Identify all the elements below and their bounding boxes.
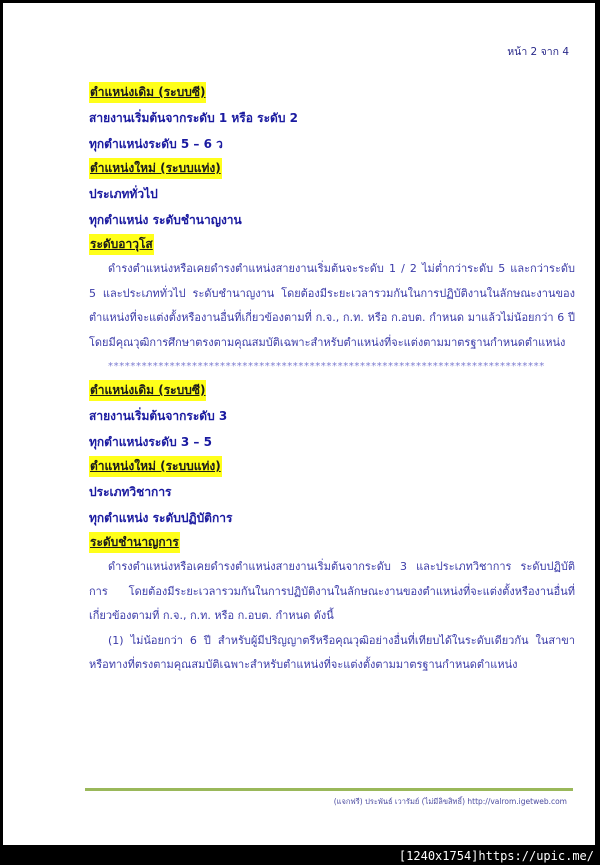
section-separator: ****************************************************************************** — [108, 361, 545, 372]
old-position-line: สายงานเริ่มต้นจากระดับ 1 หรือ ระดับ 2 — [89, 111, 298, 125]
requirement-item: (1) ไม่น้อยกว่า 6 ปี สำหรับผู้มีปริญญาตรีหรือคุณวุฒิอย่างอื่นที่เทียบได้ในระดับเดียวกัน ในสาขาหรือทางที่ตรงตามคุณสมบัติเฉพาะสำหรับตำแหน่งที่จะแต่งตั้งตามมาตรฐานกำหนดตำแหน่ง — [89, 633, 575, 671]
old-position-heading: ตำแหน่งเดิม (ระบบซี) — [89, 82, 206, 103]
old-position-heading: ตำแหน่งเดิม (ระบบซี) — [89, 380, 206, 401]
old-position-line: ทุกตำแหน่งระดับ 3 – 5 — [89, 435, 212, 449]
new-position-line: ประเภทวิชาการ — [89, 485, 172, 499]
requirement-paragraph: ดำรงตำแหน่งหรือเคยดำรงตำแหน่งสายงานเริ่มต้นจะระดับ 1 / 2 ไม่ต่ำกว่าระดับ 5 และกว่าระดับ 5 และประเภททั่วไป ระดับชำนาญงาน โดยต้องมีระยะเวลารวมกันในการปฏิบัติงานในลักษณะงานของตำแหน่งที่จะแต่งตั้งหรืองานอื่นที่เกี่ยวข้องตามที่ ก.จ., ก.ท. หรือ ก.อบต. กำหนด มาแล้วไม่น้อยกว่า 6 ปี โดยมีคุณวุฒิการศึกษาตรงตามคุณสมบัติเฉพาะสำหรับตำแหน่งที่จะแต่งตามมาตรฐานกำหนดตำแหน่ง — [89, 262, 575, 349]
level-heading: ระดับอาวุโส — [89, 234, 154, 255]
document-page — [3, 3, 595, 845]
footer-rule — [85, 788, 573, 791]
image-host-watermark: [1240x1754]https://upic.me/ — [398, 849, 594, 863]
new-position-line: ประเภททั่วไป — [89, 187, 158, 201]
old-position-line: สายงานเริ่มต้นจากระดับ 3 — [89, 409, 228, 423]
old-position-line: ทุกตำแหน่งระดับ 5 – 6 ว — [89, 137, 223, 151]
new-position-heading: ตำแหน่งใหม่ (ระบบแท่ง) — [89, 158, 222, 179]
document-content — [89, 81, 575, 678]
requirement-paragraph: ดำรงตำแหน่งหรือเคยดำรงตำแหน่งสายงานเริ่มต้นจากระดับ 3 และประเภทวิชาการ ระดับปฏิบัติการ โดยต้องมีระยะเวลารวมกันในการปฏิบัติงานในลักษณะงานของตำแหน่งที่จะแต่งตั้งหรืองานอื่นที่เกี่ยวข้องตามที่ ก.จ., ก.ท. หรือ ก.อบต. กำหนด ดังนี้ — [89, 560, 575, 622]
page-indicator: หน้า 2 จาก 4 — [507, 46, 569, 58]
new-position-line: ทุกตำแหน่ง ระดับปฏิบัติการ — [89, 511, 233, 525]
footer-credit: (แจกฟรี) ประพันธ์ เวารัมย์ (ไม่มีลิขสิทธิ์) http://valrom.igetweb.com — [333, 797, 567, 806]
level-heading: ระดับชำนาญการ — [89, 532, 180, 553]
new-position-line: ทุกตำแหน่ง ระดับชำนาญงาน — [89, 213, 242, 227]
new-position-heading: ตำแหน่งใหม่ (ระบบแท่ง) — [89, 456, 222, 477]
